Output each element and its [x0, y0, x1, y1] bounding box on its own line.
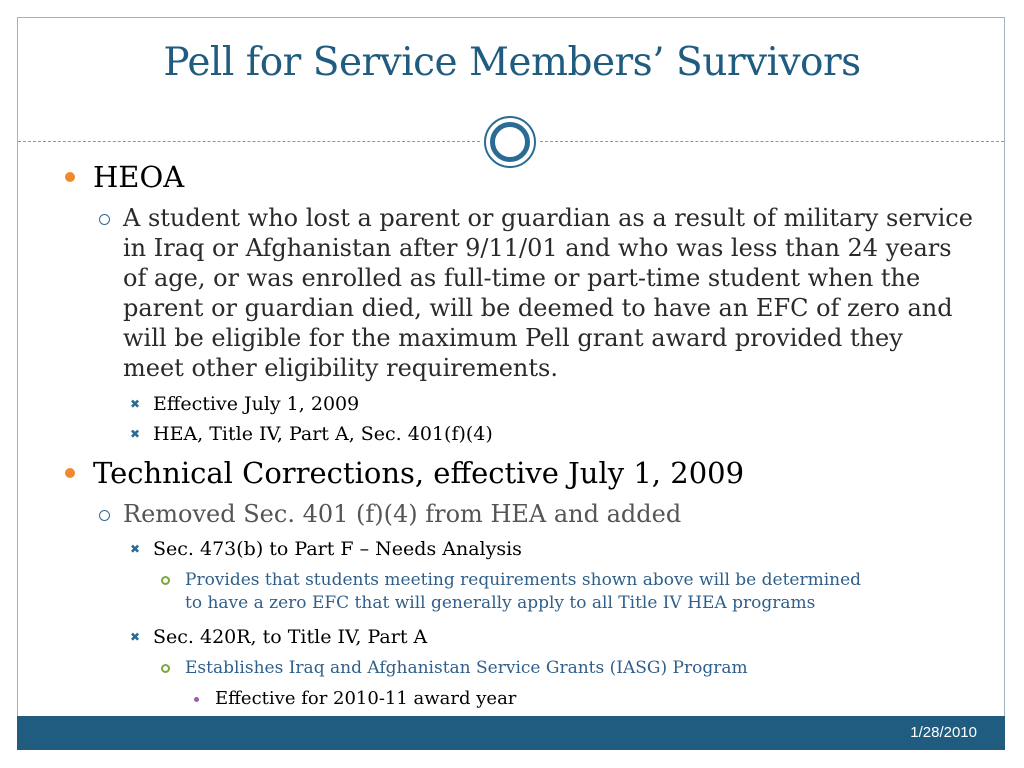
sec473-detail-line: to have a zero EFC that will generally apply to all Title IV HEA programs — [185, 593, 816, 613]
bullet-heoa: HEOA — [93, 160, 185, 194]
slide-title: Pell for Service Members’ Survivors — [163, 40, 861, 85]
bullet-technical-corrections: Technical Corrections, effective July 1, 2009 — [93, 456, 745, 490]
heoa-description-line: parent or guardian died, will be deemed to have an EFC of zero and — [123, 294, 953, 322]
small-bullet-icon — [194, 697, 199, 702]
sec473: Sec. 473(b) to Part F – Needs Analysis — [153, 538, 522, 560]
sec473-detail-line: Provides that students meeting requirements shown above will be determined — [185, 570, 862, 590]
ring-bullet-icon — [99, 214, 110, 225]
orange-bullet-icon — [65, 172, 75, 182]
heoa-citation: HEA, Title IV, Part A, Sec. 401(f)(4) — [153, 423, 493, 445]
sec420: Sec. 420R, to Title IV, Part A — [153, 626, 428, 648]
x-bullet-icon: ✖ — [130, 630, 141, 644]
tech-removed: Removed Sec. 401 (f)(4) from HEA and added — [123, 500, 682, 528]
heoa-description-line: in Iraq or Afghanistan after 9/11/01 and who was less than 24 years — [123, 234, 952, 262]
green-bullet-icon — [161, 664, 170, 673]
x-bullet-icon: ✖ — [130, 427, 141, 441]
heoa-description-line: meet other eligibility requirements. — [123, 354, 558, 382]
x-bullet-icon: ✖ — [130, 397, 141, 411]
heoa-description — [123, 203, 1003, 383]
ring-bullet-icon — [99, 510, 110, 521]
sec420-detail: Establishes Iraq and Afghanistan Service Grants (IASG) Program — [185, 658, 748, 678]
orange-bullet-icon — [65, 468, 75, 478]
heoa-description-line: of age, or was enrolled as full-time or part-time student when the — [123, 264, 921, 292]
heoa-description-line: A student who lost a parent or guardian as a result of military service — [123, 204, 973, 232]
sec473-detail — [185, 569, 995, 615]
footer-date: 1/28/2010 — [910, 724, 977, 741]
sec420-effective: Effective for 2010-11 award year — [215, 688, 517, 709]
green-bullet-icon — [161, 576, 170, 585]
heoa-effective-date: Effective July 1, 2009 — [153, 393, 360, 415]
heoa-description-line: will be eligible for the maximum Pell grant award provided they — [123, 324, 903, 352]
x-bullet-icon: ✖ — [130, 542, 141, 556]
footer-bar — [17, 716, 1005, 750]
